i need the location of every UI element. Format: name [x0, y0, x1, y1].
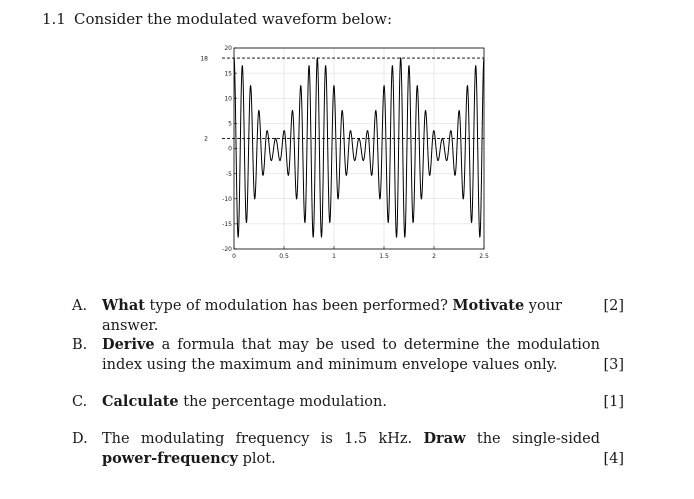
y-tick-label: 0: [228, 145, 232, 153]
item-c-letter: C.: [72, 394, 88, 410]
bold-keyword: Derive: [102, 336, 155, 353]
bold-keyword: Draw: [423, 430, 466, 447]
item-d-marks: [4]: [603, 451, 624, 467]
x-tick-label: 1: [332, 253, 336, 260]
bold-keyword: power-frequency: [102, 450, 238, 467]
chart-grid: [234, 48, 484, 249]
item-b-text: Derive a formula that may be used to determine the modulation index using the maximum and minimum envelope values only.: [102, 336, 600, 373]
waveform-series-line: [234, 58, 484, 237]
reference-line-label: 2: [204, 135, 208, 143]
reference-line-label: 18: [200, 55, 208, 63]
y-tick-label: -20: [222, 246, 232, 254]
y-tick-label: 15: [224, 70, 232, 78]
item-c-text: Calculate the percentage modulation.: [102, 393, 387, 410]
x-tick-label: 2.5: [479, 253, 489, 260]
y-tick-label: -15: [222, 221, 232, 229]
item-c-marks: [1]: [603, 394, 624, 410]
item-b-letter: B.: [72, 337, 88, 353]
item-d-letter: D.: [72, 431, 88, 447]
item-d-text: The modulating frequency is 1.5 kHz. Draw the single-sided power-frequency plot.: [102, 430, 600, 467]
item-a-marks: [2]: [603, 298, 624, 314]
y-tick-label: -5: [226, 170, 232, 178]
bold-keyword: What: [102, 297, 145, 314]
question-heading: [42, 10, 392, 28]
bold-keyword: Motivate: [452, 297, 525, 314]
x-tick-label: 2: [432, 253, 436, 260]
question-prompt: Consider the modulated waveform below:: [74, 10, 393, 28]
x-tick-label: 0.5: [279, 253, 289, 260]
item-a-text: What type of modulation has been performed? Motivate your answer.: [102, 297, 562, 334]
question-number: 1.1: [42, 10, 66, 28]
x-tick-label: 1.5: [379, 253, 389, 260]
x-tick-label: 0: [232, 253, 236, 260]
bold-keyword: Calculate: [102, 393, 179, 410]
modulated-waveform-chart: [196, 40, 496, 270]
axis-tick-labels: [222, 45, 489, 260]
y-tick-label: 10: [224, 95, 232, 103]
y-tick-label: 20: [224, 45, 232, 53]
y-tick-label: 5: [228, 120, 232, 128]
item-a-letter: A.: [72, 298, 88, 314]
y-tick-label: -10: [222, 195, 232, 203]
item-b-marks: [3]: [603, 357, 624, 373]
